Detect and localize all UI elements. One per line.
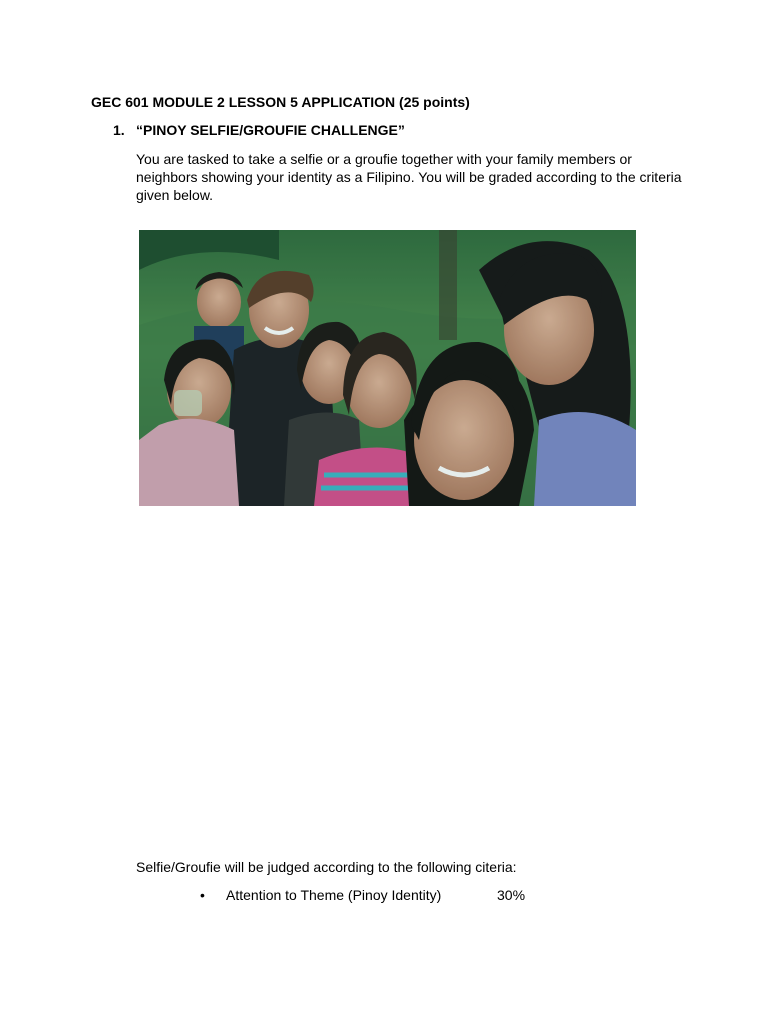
groufie-photo [139,230,636,506]
criteria-item [200,887,526,903]
criteria-intro: Selfie/Groufie will be judged according to the following citeria: [136,859,517,875]
module-heading: GEC 601 MODULE 2 LESSON 5 APPLICATION (25 points) [91,94,470,110]
instructions-paragraph: You are tasked to take a selfie or a groufie together with your family members or neighbors showing your identity as a Filipino. You will be graded according to the criteria given below. [136,151,682,203]
bullet-icon: • [200,887,205,903]
challenge-title: “PINOY SELFIE/GROUFIE CHALLENGE” [136,122,405,138]
numbered-item-title [113,122,405,138]
criteria-label: Attention to Theme (Pinoy Identity) [226,887,442,903]
criteria-percent: 30% [497,887,526,903]
item-number: 1. [113,122,125,138]
